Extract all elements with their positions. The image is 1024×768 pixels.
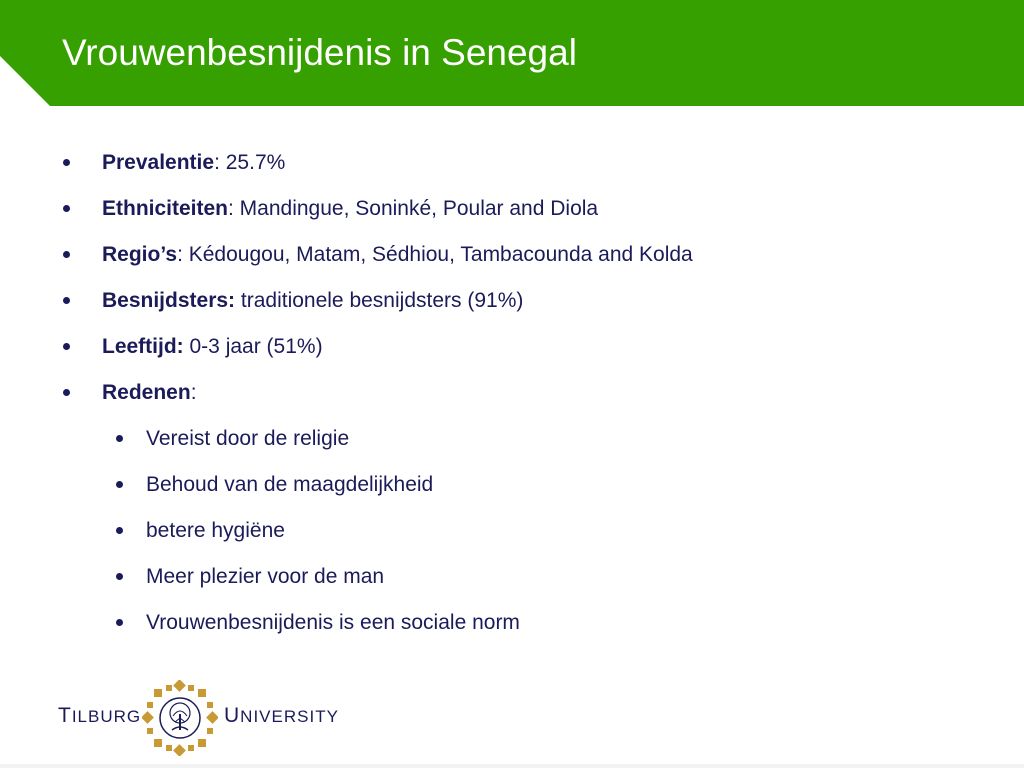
- bullet-label: Besnijdsters:: [102, 289, 236, 312]
- bullet-item: [102, 286, 523, 316]
- logo-initial: T: [58, 704, 72, 727]
- sub-bullet-marker: [116, 527, 123, 534]
- bullet-item: [102, 148, 285, 178]
- logo-rest: ILBURG: [71, 707, 142, 726]
- slide-title: Vrouwenbesnijdenis in Senegal: [62, 32, 577, 73]
- logo-word-university: [224, 704, 339, 728]
- title-bar: [0, 0, 1024, 106]
- bullet-text: :: [190, 381, 197, 404]
- bullet-text: : Kédougou, Matam, Sédhiou, Tambacounda and Kolda: [177, 243, 693, 266]
- logo-initial: U: [224, 704, 241, 727]
- bullet-item: [102, 194, 598, 224]
- bullet-label: Prevalentie: [102, 151, 215, 174]
- bullet-item: [102, 332, 323, 362]
- bullet-label: Regio’s: [102, 243, 178, 266]
- bullet-item: [102, 240, 693, 270]
- bullet-marker: [63, 389, 70, 396]
- bottom-divider: [0, 764, 1024, 768]
- sub-bullet-item: Vrouwenbesnijdenis is een sociale norm: [146, 611, 520, 634]
- sub-bullet-marker: [116, 435, 123, 442]
- bullet-marker: [63, 297, 70, 304]
- bullet-text: 0-3 jaar (51%): [183, 335, 323, 358]
- sub-bullet-item: Meer plezier voor de man: [146, 565, 385, 588]
- bullet-item: [102, 378, 197, 408]
- sub-bullet-marker: [116, 481, 123, 488]
- bullet-marker: [63, 159, 70, 166]
- bullet-text: : Mandingue, Soninké, Poular and Diola: [228, 197, 599, 220]
- sub-bullet-marker: [116, 573, 123, 580]
- sub-bullet-marker: [116, 619, 123, 626]
- bullet-marker: [63, 205, 70, 212]
- sub-bullet-item: betere hygiëne: [146, 519, 285, 542]
- bullet-label: Redenen: [102, 381, 191, 404]
- sub-bullet-item: Behoud van de maagdelijkheid: [146, 473, 434, 496]
- bullet-label: Leeftijd:: [102, 335, 184, 358]
- bullet-label: Ethniciteiten: [102, 197, 229, 220]
- logo-word-tilburg: [58, 704, 141, 728]
- bullet-marker: [63, 343, 70, 350]
- tilburg-university-logo: [58, 680, 348, 756]
- bullet-text: : 25.7%: [214, 151, 286, 174]
- sub-bullet-item: Vereist door de religie: [146, 427, 350, 450]
- tree-emblem-icon: [142, 680, 218, 756]
- bullet-text: traditionele besnijdsters (91%): [235, 289, 524, 312]
- logo-rest: NIVERSITY: [240, 707, 339, 726]
- bullet-marker: [63, 251, 70, 258]
